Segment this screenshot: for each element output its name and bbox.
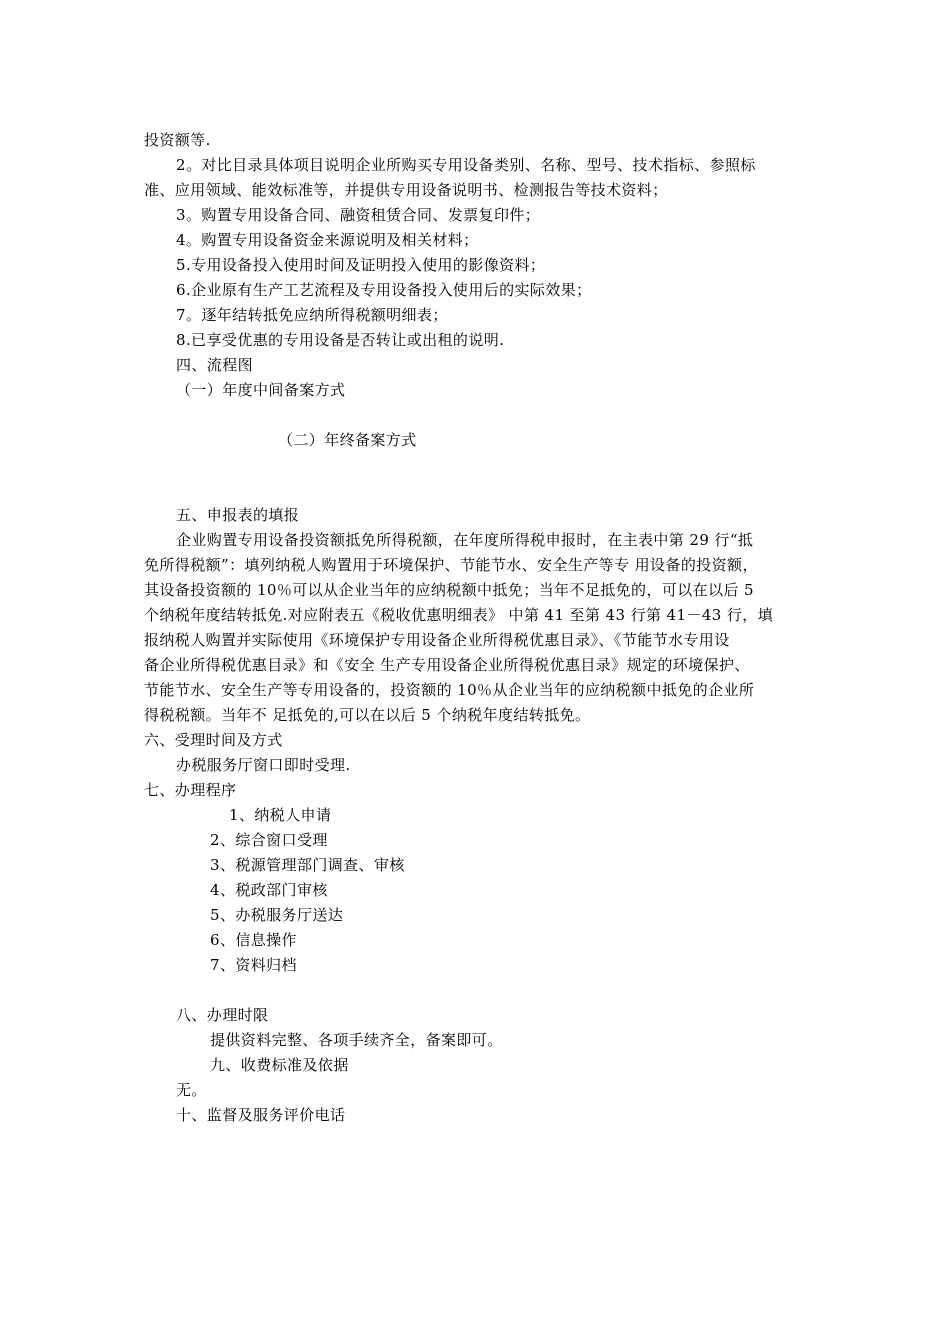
text-line: 得税税额。当年不 足抵免的,可以在以后 5 个纳税年度结转抵免。 bbox=[144, 706, 591, 724]
text-line: 5.专用设备投入使用时间及证明投入使用的影像资料； bbox=[176, 256, 546, 274]
list-item: 1、纳税人申请 bbox=[229, 806, 332, 824]
text-line: 免所得税额”：填列纳税人购置用于环境保护、节能节水、安全生产等专 用设备的投资额， bbox=[144, 556, 758, 574]
text-line: 报纳税人购置并实际使用《环境保护专用设备企业所得税优惠目录》、《节能节水专用设 bbox=[144, 631, 730, 649]
text-line: 3。购置专用设备合同、融资租赁合同、发票复印件； bbox=[176, 206, 541, 224]
subsection-heading: （一）年度中间备案方式 bbox=[176, 381, 346, 399]
section-heading: 八、办理时限 bbox=[176, 1006, 269, 1024]
text-line: 投资额等. bbox=[144, 131, 211, 149]
section-heading: 五、申报表的填报 bbox=[176, 506, 300, 524]
subsection-heading: （二）年终备案方式 bbox=[278, 431, 417, 449]
text-line: 7。逐年结转抵免应纳所得税额明细表； bbox=[176, 306, 448, 324]
section-heading: 七、办理程序 bbox=[144, 781, 237, 799]
section-heading: 四、流程图 bbox=[176, 356, 254, 374]
list-item: 7、资料归档 bbox=[210, 956, 297, 974]
text-line: 提供资料完整、各项手续齐全，备案即可。 bbox=[210, 1031, 503, 1049]
text-line: 其设备投资额的 10％可以从企业当年的应纳税额中抵免；当年不足抵免的，可以在以后 5 bbox=[144, 581, 754, 599]
text-line: 备企业所得税优惠目录》和《安全 生产专用设备企业所得税优惠目录》规定的环境保护、 bbox=[144, 656, 750, 674]
section-heading: 六、受理时间及方式 bbox=[144, 731, 283, 749]
text-line: 准、应用领域、能效标准等，并提供专用设备说明书、检测报告等技术资料； bbox=[144, 181, 668, 199]
section-heading: 十、监督及服务评价电话 bbox=[176, 1106, 346, 1124]
text-line: 4。购置专用设备资金来源说明及相关材料； bbox=[176, 231, 479, 249]
list-item: 4、税政部门审核 bbox=[210, 881, 328, 899]
text-line: 无。 bbox=[176, 1081, 207, 1099]
list-item: 2、综合窗口受理 bbox=[210, 831, 328, 849]
text-line: 2。对比目录具体项目说明企业所购买专用设备类别、名称、型号、技术指标、参照标 bbox=[176, 156, 756, 174]
list-item: 6、信息操作 bbox=[210, 931, 297, 949]
text-line: 6.企业原有生产工艺流程及专用设备投入使用后的实际效果； bbox=[176, 281, 592, 299]
text-line: 办税服务厅窗口即时受理. bbox=[176, 756, 351, 774]
text-line: 个纳税年度结转抵免.对应附表五《税收优惠明细表》 中第 41 至第 43 行第 41－43 行，填 bbox=[144, 606, 774, 624]
text-line: 节能节水、安全生产等专用设备的，投资额的 10％从企业当年的应纳税额中抵免的企业所 bbox=[144, 681, 755, 699]
list-item: 3、税源管理部门调查、审核 bbox=[210, 856, 405, 874]
section-heading: 九、收费标准及依据 bbox=[210, 1056, 349, 1074]
text-line: 8.已享受优惠的专用设备是否转让或出租的说明. bbox=[176, 331, 505, 349]
text-line: 企业购置专用设备投资额抵免所得税额，在年度所得税申报时，在主表中第 29 行“抵 bbox=[176, 531, 754, 549]
list-item: 5、办税服务厅送达 bbox=[210, 906, 344, 924]
